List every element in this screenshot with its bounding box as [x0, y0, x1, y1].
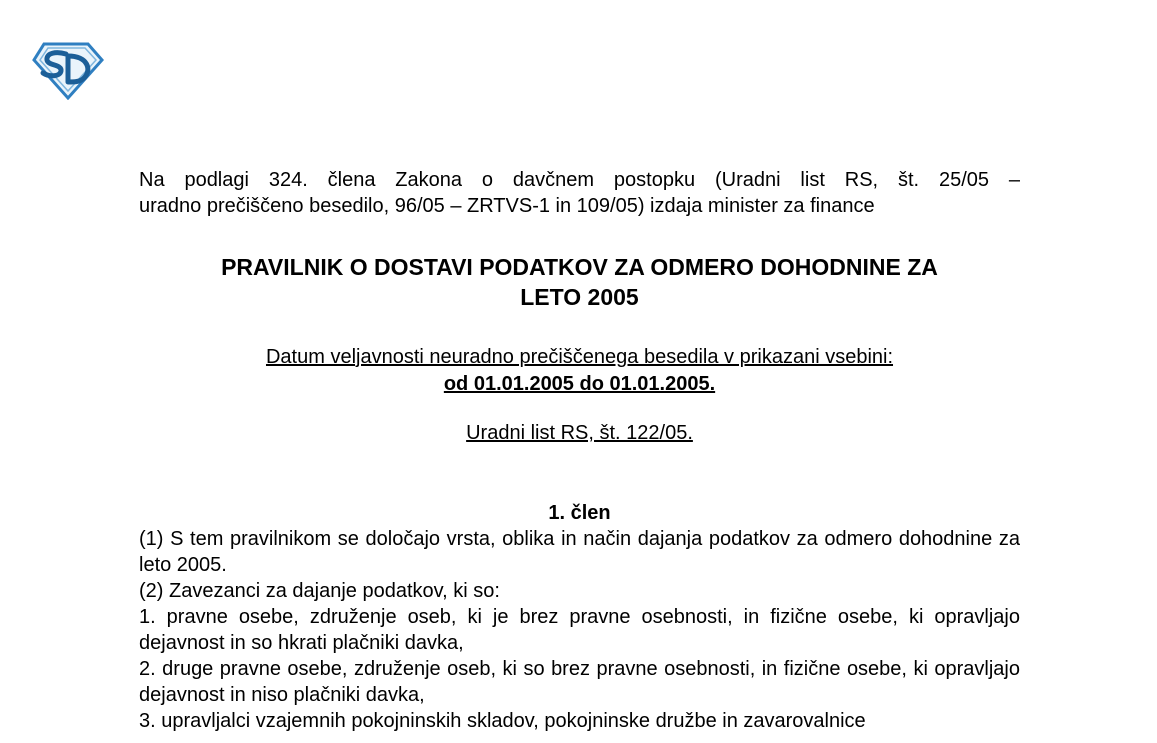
list-item: 3. upravljalci vzajemnih pokojninskih skladov, pokojninske družbe in zavarovalnice: [139, 710, 866, 732]
list-item: 2. druge pravne osebe, združenje oseb, ki so brez pravne osebnosti, in fizične osebe, ki opravljajo dejavnost in niso plačniki davka,: [139, 658, 1020, 706]
validity-block: [139, 344, 1020, 398]
title-line-1: PRAVILNIK O DOSTAVI PODATKOV ZA ODMERO DOHODNINE ZA: [221, 254, 938, 280]
article-heading: 1. člen: [548, 502, 611, 524]
list-item: 1. pravne osebe, združenje oseb, ki je brez pravne osebnosti, in fizične osebe, ki opravljajo dejavnost in so hkrati plačniki davka,: [139, 606, 1020, 654]
shield-logo-icon: [30, 40, 106, 100]
document-body: [139, 167, 1020, 734]
intro-paragraph: [139, 167, 1020, 219]
publisher-logo: [30, 40, 106, 100]
validity-label: Datum veljavnosti neuradno prečiščenega besedila v prikazani vsebini:: [265, 346, 894, 368]
intro-line-2: uradno prečiščeno besedilo, 96/05 – ZRTVS-1 in 109/05) izdaja minister za finance: [139, 195, 875, 217]
document-title: [139, 252, 1020, 312]
intro-line-1: Na podlagi 324. člena Zakona o davčnem postopku (Uradni list RS, št. 25/05 –: [139, 169, 1020, 191]
official-gazette-reference: Uradni list RS, št. 122/05.: [466, 422, 693, 444]
article-paragraph: (1) S tem pravilnikom se določajo vrsta, oblika in način dajanja podatkov za odmero dohodnine za leto 2005.: [139, 528, 1020, 576]
title-line-2: LETO 2005: [520, 284, 639, 310]
article-paragraph: (2) Zavezanci za dajanje podatkov, ki so:: [139, 580, 500, 602]
validity-range: od 01.01.2005 do 01.01.2005.: [443, 373, 716, 395]
